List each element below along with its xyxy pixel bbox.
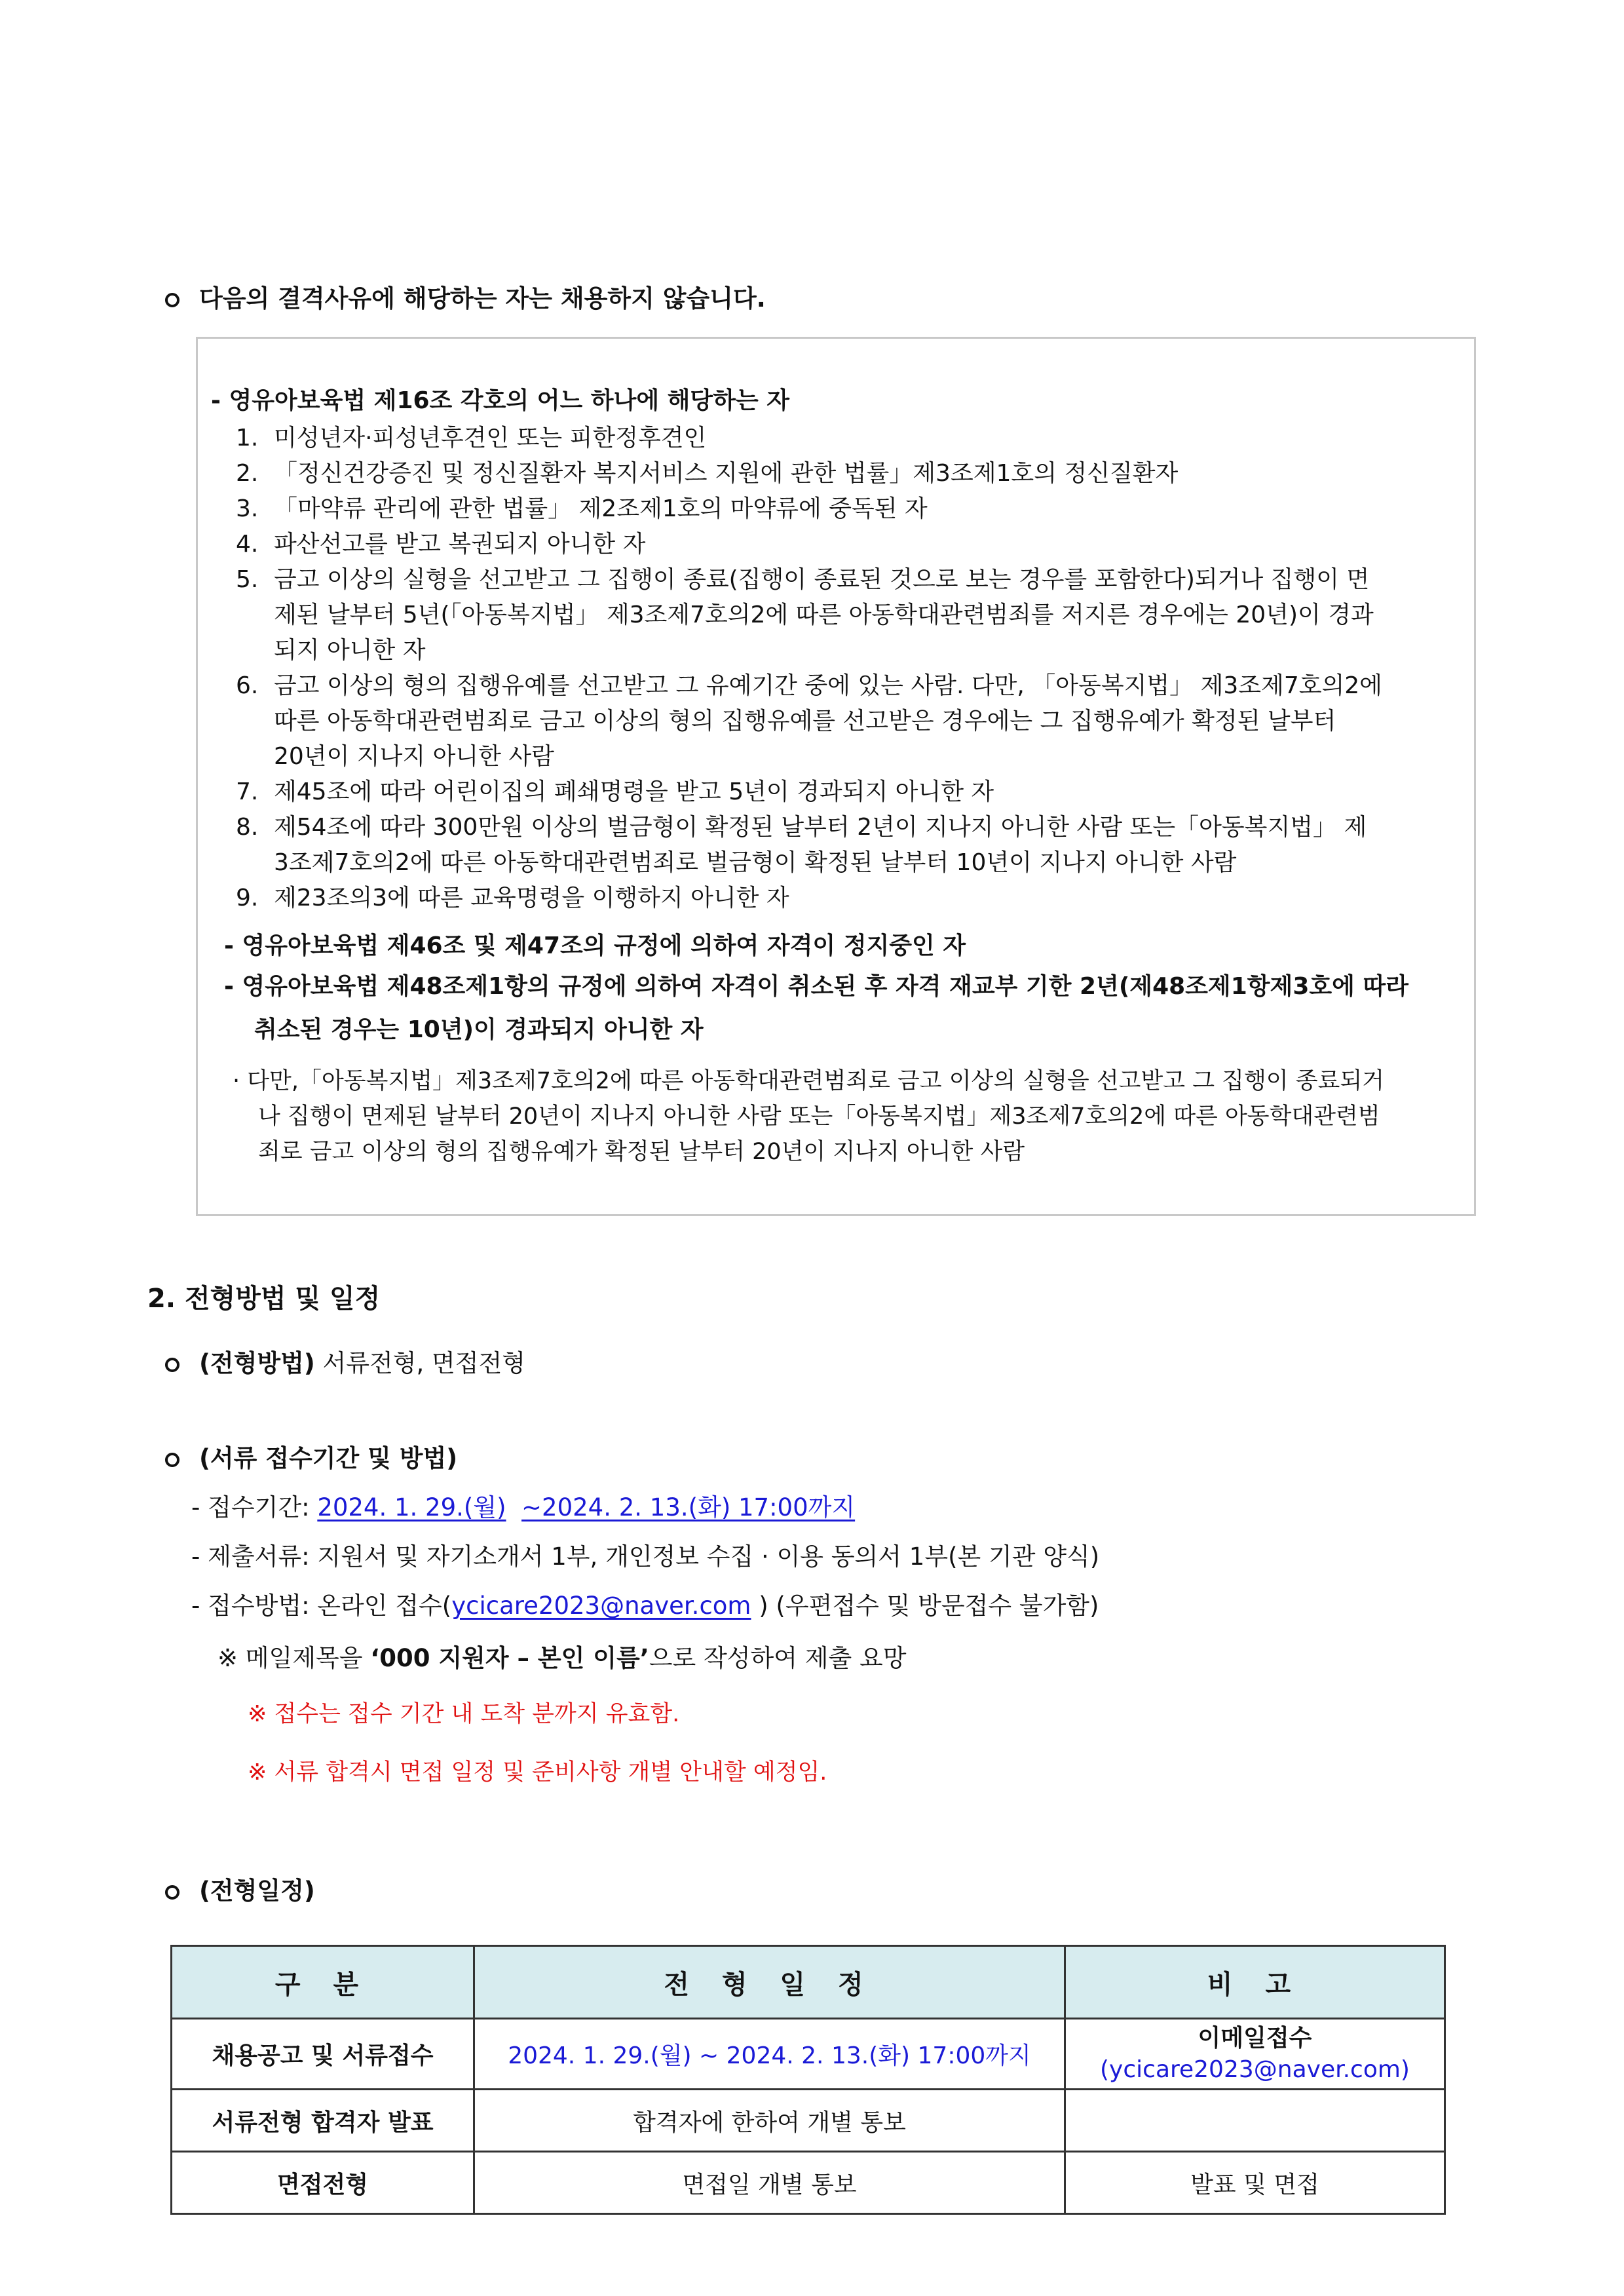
row-schedule: 면접일 개별 통보 (474, 2152, 1065, 2214)
table-row (172, 2090, 1445, 2152)
note-line1: · 다만,「아동복지법」제3조제7호의2에 따른 아동학대관련범죄로 금고 이상의 실형을 선고받고 그 집행이 종료되거 (233, 1068, 1384, 1094)
section3-line1: - 영유아보육법 제48조제1항의 규정에 의하여 자격이 취소된 후 자격 재교부 기한 2년(제48조제1항제3호에 따라 (224, 973, 1408, 1000)
red-note-interview: ※ 서류 합격시 면접 일정 및 준비사항 개별 안내할 예정임. (248, 1759, 827, 1786)
doc-period-heading: (서류 접수기간 및 방법) (165, 1438, 457, 1474)
selection-method-line: (전형방법) 서류전형, 면접전형 (165, 1343, 525, 1379)
period-line: - 접수기간: 2024. 1. 29.(월) ~2024. 2. 13.(화) 17:00까지 (191, 1493, 856, 1521)
section1-title: - 영유아보육법 제16조 각호의 어느 하나에 해당하는 자 (211, 387, 790, 414)
list-item (236, 561, 1369, 594)
list-item-number: 8. (236, 814, 259, 841)
list-item-number: 3. (236, 495, 259, 522)
circle-bullet-icon (165, 1453, 179, 1467)
list-item-number: 1. (236, 425, 259, 451)
header-note: 비 고 (1065, 1946, 1445, 2019)
circle-bullet-icon (165, 293, 179, 307)
list-item-text: 금고 이상의 실형을 선고받고 그 집행이 종료(집행이 종료된 것으로 보는 경우를 포함한다)되거나 집행이 면 (274, 566, 1370, 593)
list-item-text: 파산선고를 받고 복권되지 아니한 자 (274, 531, 646, 558)
period-end: ~2024. 2. 13.(화) 17:00까지 (521, 1493, 856, 1521)
list-item-text: 20년이 지나지 아니한 사람 (274, 743, 554, 770)
list-item-text: 되지 아니한 자 (274, 637, 426, 664)
list-item (236, 844, 1236, 877)
note-line3: 죄로 금고 이상의 형의 집행유예가 확정된 날부터 20년이 지나지 아니한 사람 (258, 1139, 1025, 1165)
list-item-text: 제45조에 따라 어린이집의 폐쇄명령을 받고 5년이 경과되지 아니한 자 (274, 778, 994, 805)
list-item (236, 419, 706, 453)
list-item-number: 6. (236, 672, 259, 699)
list-item (236, 526, 645, 559)
row-category: 채용공고 및 서류접수 (172, 2019, 474, 2090)
period-start: 2024. 1. 29.(월) (317, 1493, 506, 1521)
circle-bullet-icon (165, 1358, 179, 1372)
section-title-selection: 2. 전형방법 및 일정 (147, 1284, 381, 1314)
row-note: 발표 및 면접 (1065, 2152, 1445, 2214)
circle-bullet-icon (165, 1885, 179, 1900)
documents-line: - 제출서류: 지원서 및 자기소개서 1부, 개인정보 수집 · 이용 동의서 1부(본 기관 양식) (191, 1542, 1100, 1571)
list-item-text: 제23조의3에 따른 교육명령을 이행하지 아니한 자 (274, 885, 789, 911)
list-item (236, 738, 554, 771)
row-note (1065, 2090, 1445, 2152)
list-item-text: 「정신건강증진 및 정신질환자 복지서비스 지원에 관한 법률」제3조제1호의 정신질환자 (274, 460, 1179, 487)
note-line2: 나 집행이 면제된 날부터 20년이 지나지 아니한 사람 또는「아동복지법」제3조제7호의2에 따른 아동학대관련범 (258, 1103, 1380, 1130)
row-schedule: 2024. 1. 29.(월) ~ 2024. 2. 13.(화) 17:00까지 (474, 2019, 1065, 2090)
list-item-number: 7. (236, 778, 259, 805)
list-item (236, 809, 1367, 842)
list-item (236, 667, 1382, 700)
list-item-text: 「마약류 관리에 관한 법률」 제2조제1호의 마약류에 중독된 자 (274, 495, 928, 522)
list-item-text: 따른 아동학대관련범죄로 금고 이상의 형의 집행유예를 선고받은 경우에는 그 집행유예가 확정된 날부터 (274, 708, 1336, 735)
list-item (236, 879, 789, 913)
row-schedule: 합격자에 한하여 개별 통보 (474, 2090, 1065, 2152)
table-row (172, 2152, 1445, 2214)
submit-method-line: - 접수방법: 온라인 접수(ycicare2023@naver.com ) (우편접수 및 방문접수 불가함) (191, 1592, 1099, 1620)
list-item (236, 702, 1336, 736)
row-note: 이메일접수 (ycicare2023@naver.com) (1065, 2019, 1445, 2090)
list-item (236, 490, 928, 524)
table-header-row (172, 1946, 1445, 2019)
email-link[interactable]: ycicare2023@naver.com (451, 1592, 751, 1620)
list-item (236, 773, 994, 807)
note-email[interactable]: (ycicare2023@naver.com) (1100, 2056, 1410, 2083)
list-item (236, 596, 1374, 630)
list-item (236, 455, 1178, 488)
list-item-text: 제54조에 따라 300만원 이상의 벌금형이 확정된 날부터 2년이 지나지 아니한 사람 또는「아동복지법」 제 (274, 814, 1367, 841)
list-item-number: 4. (236, 531, 259, 558)
header-category: 구 분 (172, 1946, 474, 2019)
list-item-text: 3조제7호의2에 따른 아동학대관련범죄로 벌금형이 확정된 날부터 10년이 지나지 아니한 사람 (274, 849, 1237, 876)
list-item-number: 9. (236, 885, 259, 911)
list-item-number: 5. (236, 566, 259, 593)
disqualification-heading: 다음의 결격사유에 해당하는 자는 채용하지 않습니다. (165, 278, 766, 314)
list-item-text: 제된 날부터 5년(「아동복지법」 제3조제7호의2에 따른 아동학대관련범죄를 저지른 경우에는 20년)이 경과 (274, 602, 1374, 628)
mail-title-note: ※ 메일제목을 ‘000 지원자 – 본인 이름’으로 작성하여 제출 요망 (217, 1644, 907, 1672)
header-schedule: 전 형 일 정 (474, 1946, 1065, 2019)
list-item-text: 미성년자·피성년후견인 또는 피한정후견인 (274, 425, 707, 451)
row-category: 서류전형 합격자 발표 (172, 2090, 474, 2152)
section3-line2: 취소된 경우는 10년)이 경과되지 아니한 자 (254, 1016, 704, 1043)
section2-title: - 영유아보육법 제46조 및 제47조의 규정에 의하여 자격이 정지중인 자 (224, 932, 966, 959)
schedule-table (170, 1945, 1446, 2215)
list-item-number: 2. (236, 460, 259, 487)
red-note-validity: ※ 접수는 접수 기간 내 도착 분까지 유효함. (248, 1701, 680, 1727)
row-category: 면접전형 (172, 2152, 474, 2214)
table-row (172, 2019, 1445, 2090)
list-item-text: 금고 이상의 형의 집행유예를 선고받고 그 유예기간 중에 있는 사람. 다만, 「아동복지법」 제3조제7호의2에 (274, 672, 1382, 699)
list-item (236, 632, 426, 665)
schedule-heading: (전형일정) (165, 1871, 315, 1906)
